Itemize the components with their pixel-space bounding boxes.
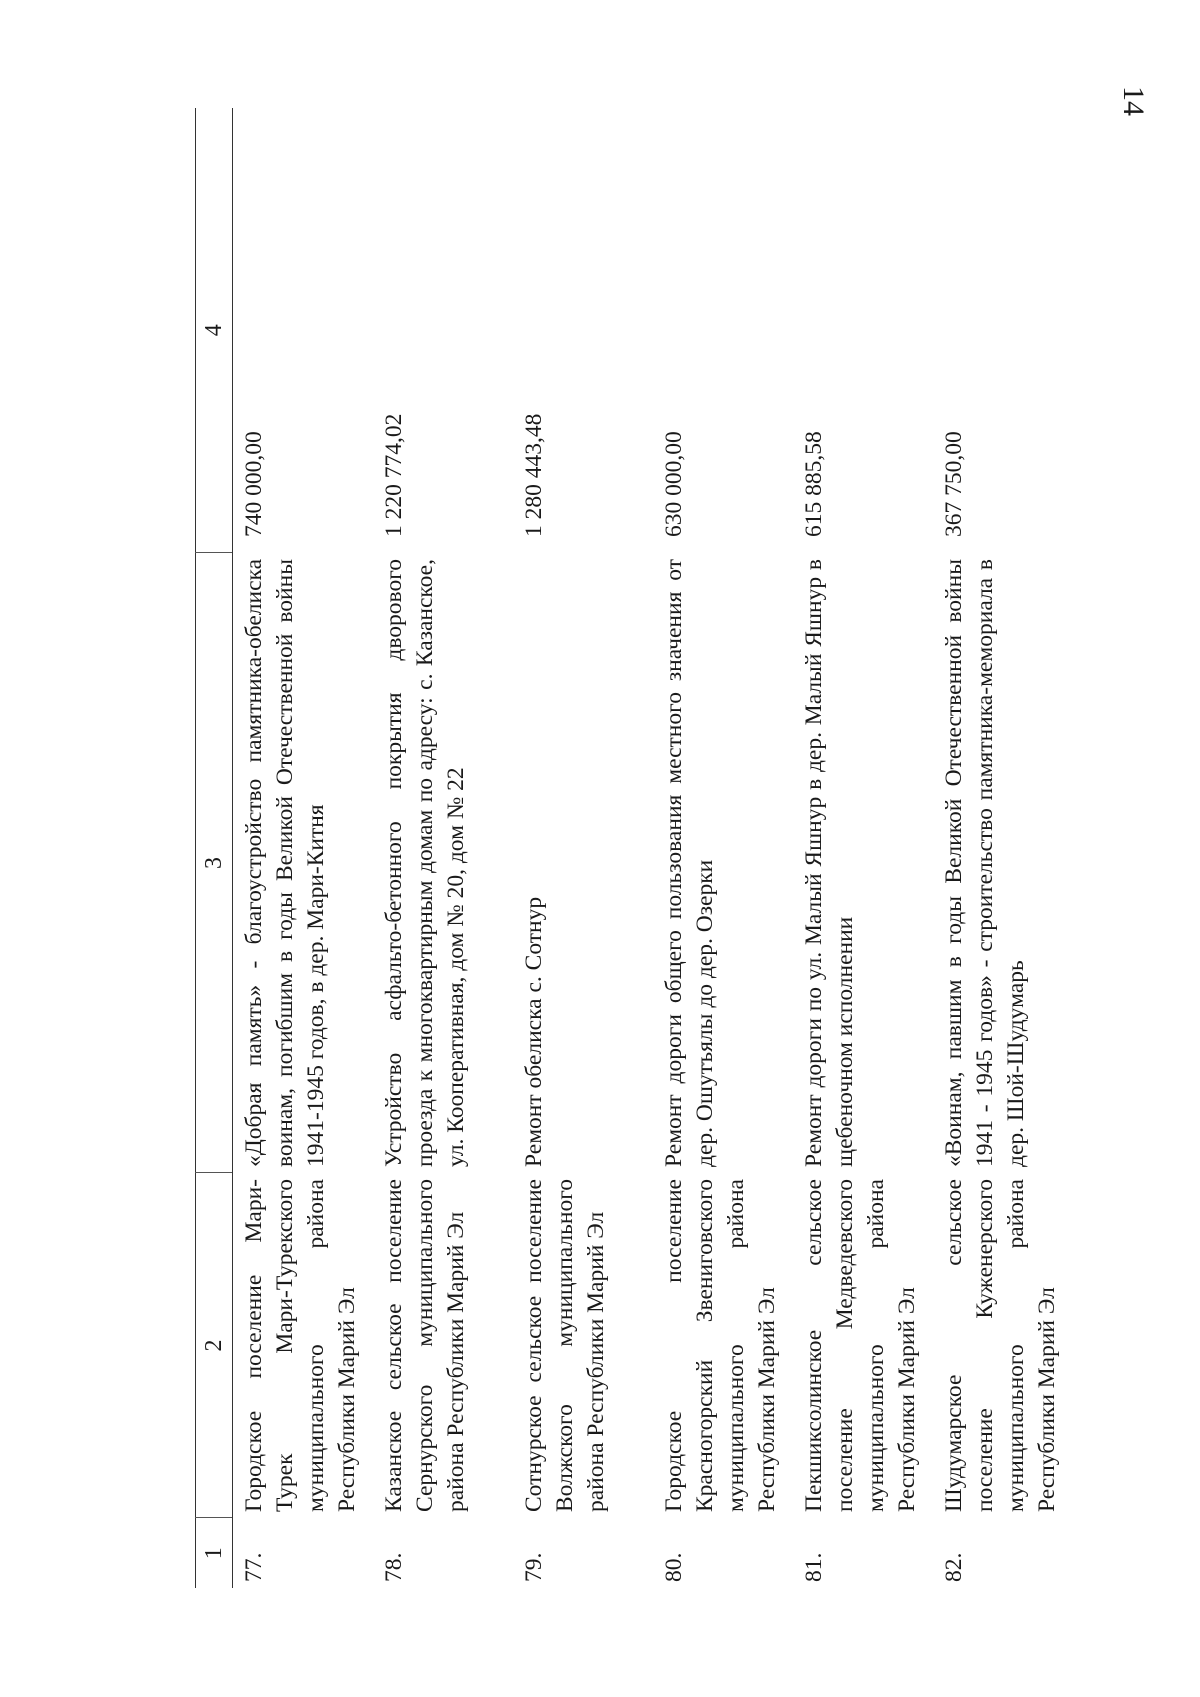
header-col-1: 1 [196,1518,233,1588]
amount-cell: 1 280 443,48 [520,413,547,537]
header-col-4: 4 [196,108,233,553]
row-number: 81. [800,1552,827,1582]
table-row [513,108,653,1588]
municipality-cell: Шудумарское сельское поселение Куженерского муниципального района Республики Марий Эл [940,1179,1060,1512]
table-row [233,108,373,1588]
budget-table [195,108,1073,1588]
amount-cell: 630 000,00 [660,431,687,537]
row-number: 77. [241,1552,267,1582]
project-cell: Ремонт обелиска с. Сотнур [520,896,547,1167]
page-number: 14 [1117,86,1150,116]
row-number: 79. [520,1552,547,1582]
project-cell: «Воинам, павшим в годы Великой Отечественной войны 1941 - 1945 годов» - строительство памятника-мемориала в дер. Шой-Шудумарь [940,559,1029,1167]
table-row [793,108,933,1588]
table-header-row [196,108,233,1588]
municipality-cell: Сотнурское сельское поселение Волжского муниципального района Республики Марий Эл [520,1179,609,1512]
amount-cell: 367 750,00 [940,431,967,537]
project-cell: Ремонт дороги по ул. Малый Яшнур в дер. Малый Яшнур в щебеночном исполнении [800,559,858,1167]
project-cell: Устройство асфальто-бетонного покрытия дворового проезда к многоквартирным домам по адресу: с. Казанское, ул. Кооперативная, дом № 20, дом № 22 [380,559,469,1167]
municipality-cell: Пекшиксолинское сельское поселение Медведевского муниципального района Республики Марий Эл [800,1179,920,1512]
header-col-3: 3 [196,553,233,1173]
row-number: 78. [380,1552,407,1582]
municipality-cell: Городское поселение Красногорский Звениговского муниципального района Республики Марий Эл [660,1179,780,1512]
row-number: 80. [660,1552,687,1582]
table-row [653,108,793,1588]
header-col-2: 2 [196,1173,233,1518]
project-cell: «Добрая память» - благоустройство памятника-обелиска воинам, погибшим в годы Великой Отечественной войны 1941-1945 годов, в дер. Мари-Китня [241,559,329,1167]
municipality-cell: Казанское сельское поселение Сернурского муниципального района Республики Марий Эл [380,1179,469,1512]
row-number: 82. [940,1552,967,1582]
table-row [373,108,513,1588]
table-row [933,108,1073,1588]
amount-cell: 615 885,58 [800,431,827,537]
municipality-cell: Городское поселение Мари-Турек Мари-Турекского муниципального района Республики Марий Эл [241,1179,360,1512]
amount-cell: 1 220 774,02 [380,413,407,537]
amount-cell: 740 000,00 [241,431,267,537]
project-cell: Ремонт дороги общего пользования местного значения от дер. Ошутъялы до дер. Озерки [660,559,718,1167]
rotated-sheet [195,108,1060,1588]
